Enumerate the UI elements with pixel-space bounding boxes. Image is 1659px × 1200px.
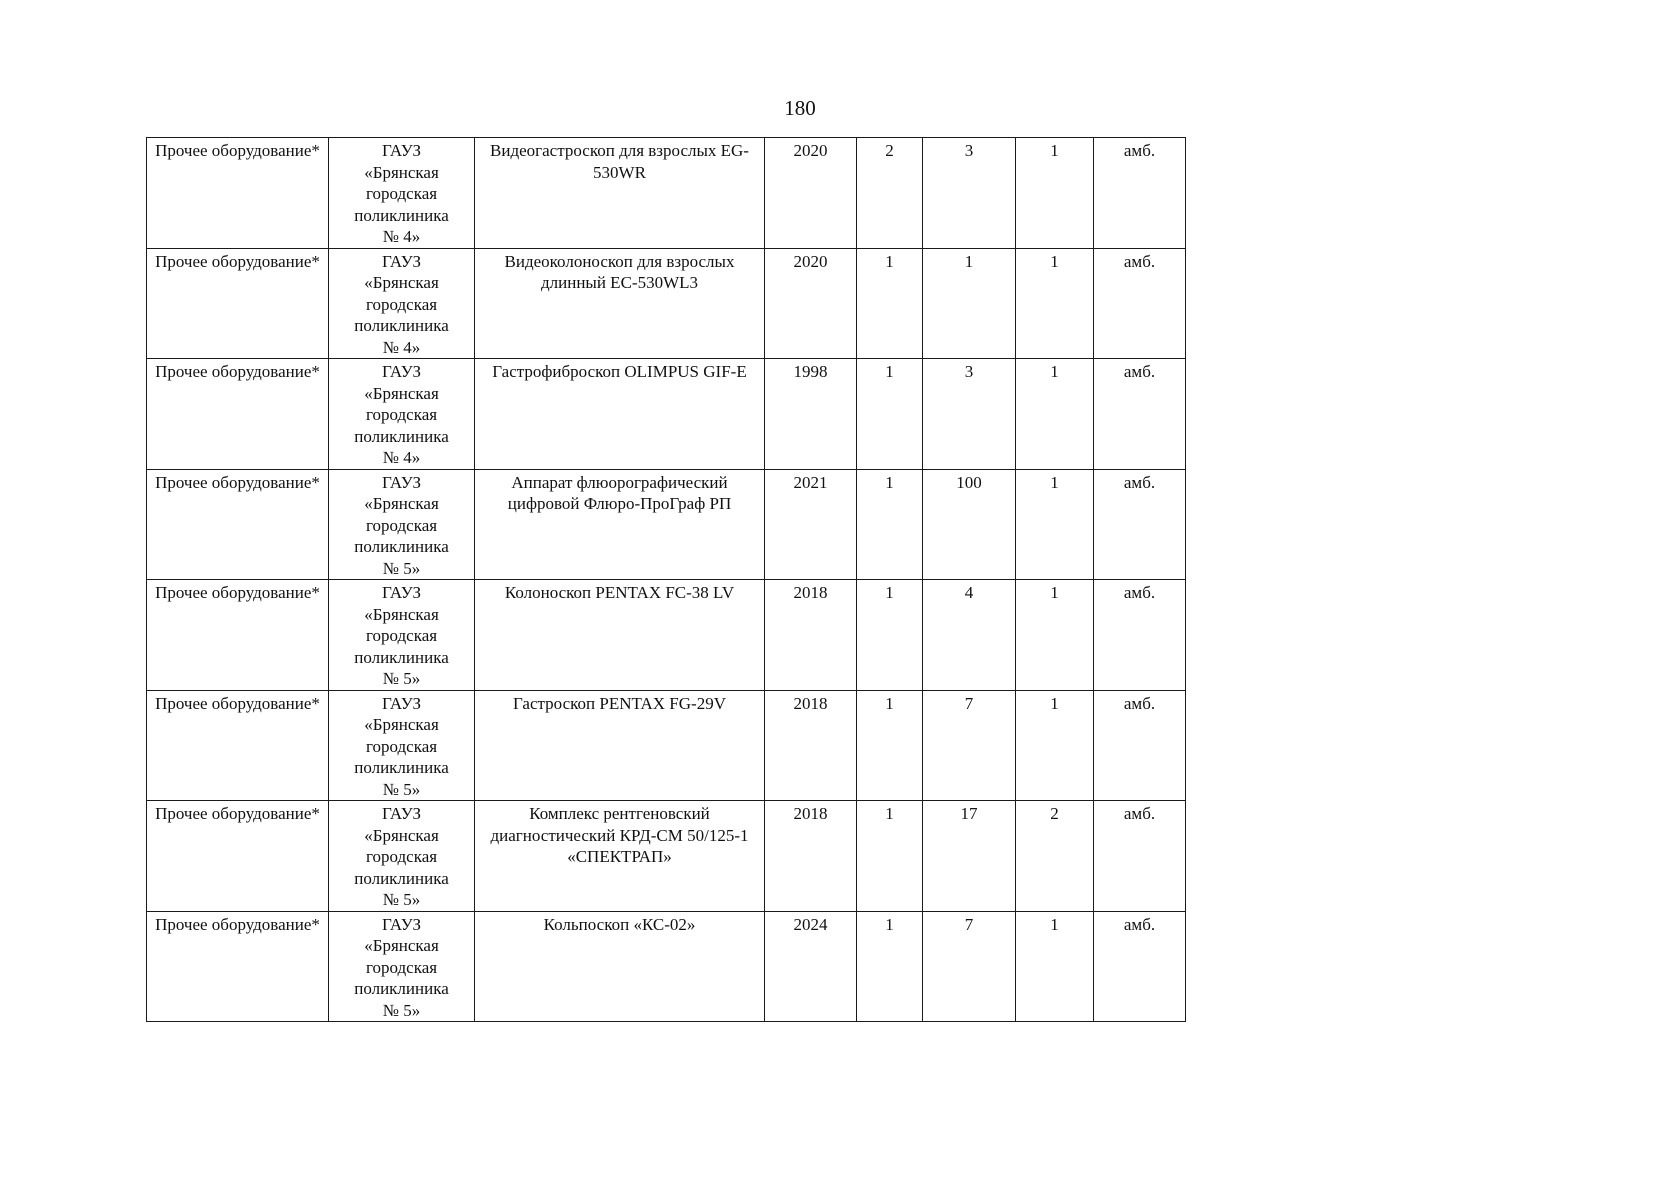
organization-line: городская xyxy=(365,736,438,756)
organization-line: «Брянская xyxy=(364,604,439,624)
cell-value-2: 17 xyxy=(923,801,1016,912)
cell-value-1: 1 xyxy=(857,248,923,359)
organization-line: № 5» xyxy=(382,669,421,688)
organization-line: № 4» xyxy=(382,227,421,246)
cell-organization xyxy=(329,690,475,801)
cell-value-2: 3 xyxy=(923,138,1016,249)
cell-equipment-name: Комплекс рентгеновский диагностический КРД-СМ 50/125-1 «СПЕКТРАП» xyxy=(475,801,765,912)
cell-year: 2018 xyxy=(765,580,857,691)
organization-line: городская xyxy=(365,405,438,424)
organization-line: городская xyxy=(365,957,438,977)
cell-category: Прочее оборудование* xyxy=(147,359,329,470)
cell-value-1: 2 xyxy=(857,138,923,249)
organization-line: «Брянская xyxy=(364,936,439,955)
organization-line: «Брянская xyxy=(364,494,439,513)
cell-organization xyxy=(329,138,475,249)
organization-line: ГАУЗ xyxy=(381,472,422,492)
table-row xyxy=(147,801,1186,912)
cell-value-2: 7 xyxy=(923,690,1016,801)
cell-care-type: амб. xyxy=(1094,359,1186,470)
cell-category: Прочее оборудование* xyxy=(147,138,329,249)
organization-line: поликлиника xyxy=(354,647,449,667)
cell-year: 2024 xyxy=(765,911,857,1022)
organization-line: ГАУЗ xyxy=(381,141,422,160)
organization-line: городская xyxy=(365,626,438,645)
cell-value-3: 1 xyxy=(1016,580,1094,691)
cell-value-1: 1 xyxy=(857,911,923,1022)
cell-care-type: амб. xyxy=(1094,138,1186,249)
table-body xyxy=(147,138,1186,1022)
cell-value-2: 1 xyxy=(923,248,1016,359)
cell-organization xyxy=(329,469,475,580)
cell-value-3: 1 xyxy=(1016,138,1094,249)
organization-line: № 5» xyxy=(382,890,421,909)
organization-line: «Брянская xyxy=(364,383,439,403)
organization-line: поликлиника xyxy=(354,205,449,225)
cell-equipment-name: Кольпоскоп «КС-02» xyxy=(475,911,765,1022)
cell-value-3: 2 xyxy=(1016,801,1094,912)
organization-line: поликлиника xyxy=(354,426,449,446)
cell-care-type: амб. xyxy=(1094,690,1186,801)
cell-value-3: 1 xyxy=(1016,359,1094,470)
cell-value-3: 1 xyxy=(1016,469,1094,580)
cell-equipment-name: Колоноскоп PENTAX FC-38 LV xyxy=(475,580,765,691)
table-row xyxy=(147,469,1186,580)
table-row xyxy=(147,690,1186,801)
organization-line: поликлиника xyxy=(354,868,449,888)
cell-category: Прочее оборудование* xyxy=(147,580,329,691)
organization-line: городская xyxy=(365,294,438,314)
table-row xyxy=(147,580,1186,691)
cell-category: Прочее оборудование* xyxy=(147,801,329,912)
cell-organization xyxy=(329,580,475,691)
cell-value-1: 1 xyxy=(857,801,923,912)
cell-value-2: 7 xyxy=(923,911,1016,1022)
organization-line: ГАУЗ xyxy=(381,804,422,823)
organization-line: ГАУЗ xyxy=(381,362,422,381)
cell-year: 2018 xyxy=(765,801,857,912)
cell-equipment-name: Аппарат флюорографический цифровой Флюро-ПроГраф РП xyxy=(475,469,765,580)
cell-care-type: амб. xyxy=(1094,801,1186,912)
organization-line: № 5» xyxy=(382,1000,421,1020)
cell-year: 2020 xyxy=(765,138,857,249)
organization-line: поликлиника xyxy=(354,758,449,777)
cell-value-1: 1 xyxy=(857,690,923,801)
cell-organization xyxy=(329,911,475,1022)
cell-category: Прочее оборудование* xyxy=(147,911,329,1022)
cell-year: 2018 xyxy=(765,690,857,801)
organization-line: поликлиника xyxy=(354,537,449,556)
cell-value-3: 1 xyxy=(1016,248,1094,359)
cell-year: 2020 xyxy=(765,248,857,359)
cell-care-type: амб. xyxy=(1094,580,1186,691)
organization-line: городская xyxy=(365,515,438,535)
cell-value-1: 1 xyxy=(857,469,923,580)
organization-line: № 5» xyxy=(382,558,421,578)
cell-value-1: 1 xyxy=(857,580,923,691)
cell-equipment-name: Видеогастроскоп для взрослых EG-530WR xyxy=(475,138,765,249)
cell-care-type: амб. xyxy=(1094,248,1186,359)
cell-equipment-name: Видеоколоноскоп для взрослых длинный EC-530WL3 xyxy=(475,248,765,359)
table-row xyxy=(147,911,1186,1022)
cell-care-type: амб. xyxy=(1094,469,1186,580)
cell-value-1: 1 xyxy=(857,359,923,470)
table-row xyxy=(147,248,1186,359)
organization-line: № 4» xyxy=(382,448,421,467)
organization-line: городская xyxy=(365,184,438,203)
organization-line: городская xyxy=(365,847,438,866)
organization-line: № 5» xyxy=(382,779,421,799)
cell-organization xyxy=(329,248,475,359)
organization-line: «Брянская xyxy=(364,715,439,734)
equipment-table xyxy=(146,137,1186,1022)
organization-line: «Брянская xyxy=(364,825,439,845)
cell-category: Прочее оборудование* xyxy=(147,690,329,801)
organization-line: № 4» xyxy=(382,337,421,357)
cell-value-3: 1 xyxy=(1016,911,1094,1022)
cell-value-2: 4 xyxy=(923,580,1016,691)
organization-line: ГАУЗ xyxy=(381,251,422,271)
organization-line: «Брянская xyxy=(364,162,439,182)
cell-equipment-name: Гастрофиброскоп OLIMPUS GIF-E xyxy=(475,359,765,470)
page-number: 180 xyxy=(784,96,816,120)
organization-line: поликлиника xyxy=(354,316,449,335)
organization-line: ГАУЗ xyxy=(381,693,422,713)
cell-year: 2021 xyxy=(765,469,857,580)
organization-line: ГАУЗ xyxy=(381,914,422,934)
table-row xyxy=(147,138,1186,249)
organization-line: поликлиника xyxy=(354,979,449,998)
cell-year: 1998 xyxy=(765,359,857,470)
organization-line: «Брянская xyxy=(364,273,439,292)
cell-organization xyxy=(329,359,475,470)
cell-equipment-name: Гастроскоп PENTAX FG-29V xyxy=(475,690,765,801)
table-row xyxy=(147,359,1186,470)
cell-value-3: 1 xyxy=(1016,690,1094,801)
cell-care-type: амб. xyxy=(1094,911,1186,1022)
cell-value-2: 100 xyxy=(923,469,1016,580)
organization-line: ГАУЗ xyxy=(381,583,422,602)
cell-category: Прочее оборудование* xyxy=(147,469,329,580)
cell-value-2: 3 xyxy=(923,359,1016,470)
cell-organization xyxy=(329,801,475,912)
cell-category: Прочее оборудование* xyxy=(147,248,329,359)
